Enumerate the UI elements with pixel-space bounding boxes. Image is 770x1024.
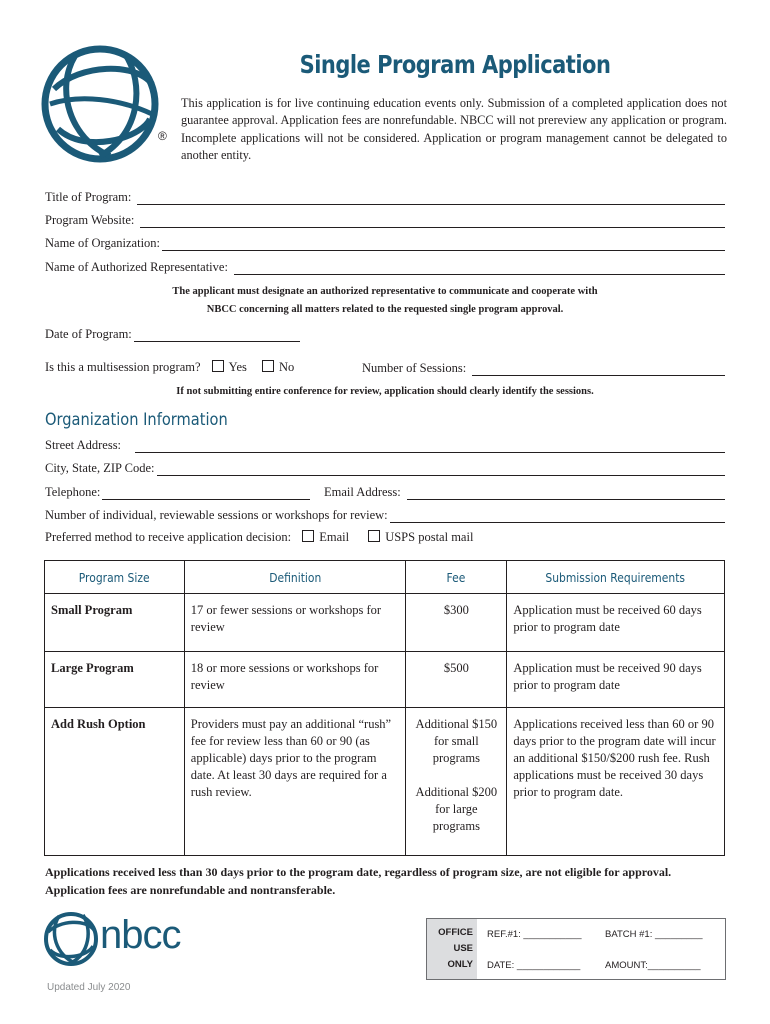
street-field bbox=[45, 437, 725, 453]
street-line[interactable] bbox=[135, 440, 725, 453]
city-line[interactable] bbox=[157, 463, 726, 476]
representative-note-line2: NBCC concerning all matters related to the requested single program approval. bbox=[206, 304, 564, 315]
multisession-question bbox=[45, 360, 294, 375]
sessions-count-label: Number of individual, reviewable sessions or workshops for review: bbox=[45, 508, 388, 522]
email-line[interactable] bbox=[407, 487, 725, 500]
representative-label: Name of Authorized Representative: bbox=[45, 260, 228, 274]
sessions-count-field bbox=[45, 507, 725, 523]
email-option-label: Email bbox=[319, 530, 350, 544]
row-requirement: Applications received less than 60 or 90 days prior to the program date will incur an additional $150/$200 rush fee. Rush applications must be received 30 days prior to program date. bbox=[507, 708, 725, 856]
rush-fee-large: Additional $200 for large programs bbox=[415, 785, 498, 833]
row-size: Small Program bbox=[45, 594, 185, 652]
row-fee bbox=[406, 708, 507, 856]
row-definition: Providers must pay an additional “rush” fee for review less than 60 or 90 (as applicable) days prior to the program date. At least 30 days are required for a rush review. bbox=[184, 708, 406, 856]
fee-table bbox=[44, 560, 725, 856]
header-definition: Definition bbox=[184, 561, 406, 594]
sessions-note: If not submitting entire conference for review, application should clearly identify the sessions. bbox=[176, 386, 594, 397]
nbcc-globe-small-icon bbox=[42, 910, 102, 968]
decision-method-label: Preferred method to receive application decision: bbox=[45, 530, 292, 544]
no-label: No bbox=[279, 360, 295, 374]
program-title-line[interactable] bbox=[137, 192, 725, 205]
representative-line[interactable] bbox=[234, 262, 725, 275]
table-header-row bbox=[45, 561, 725, 594]
decision-method-question bbox=[45, 530, 473, 545]
program-title-field bbox=[45, 189, 725, 205]
table-row bbox=[45, 652, 725, 708]
nbcc-wordmark: nbcc bbox=[100, 913, 181, 957]
sessions-count-line[interactable] bbox=[390, 510, 725, 523]
table-row bbox=[45, 594, 725, 652]
row-size: Large Program bbox=[45, 652, 185, 708]
program-website-field bbox=[45, 212, 725, 228]
organization-section-heading: Organization Information bbox=[45, 410, 228, 430]
row-requirement: Application must be received 90 days prior to program date bbox=[507, 652, 725, 708]
registered-mark: ® bbox=[158, 129, 167, 143]
email-option[interactable] bbox=[302, 530, 349, 544]
program-website-label: Program Website: bbox=[45, 213, 135, 227]
multisession-label: Is this a multisession program? bbox=[45, 360, 201, 374]
telephone-line[interactable] bbox=[102, 487, 310, 500]
representative-note-line1: The applicant must designate an authorized representative to communicate and cooperate with bbox=[172, 286, 598, 297]
telephone-field bbox=[45, 484, 310, 500]
organization-name-label: Name of Organization: bbox=[45, 236, 161, 250]
email-field bbox=[324, 484, 725, 500]
table-row bbox=[45, 708, 725, 856]
row-size: Add Rush Option bbox=[45, 708, 185, 856]
email-label: Email Address: bbox=[324, 485, 401, 499]
header-program-size: Program Size bbox=[45, 561, 185, 594]
header-submission-requirements: Submission Requirements bbox=[507, 561, 725, 594]
city-label: City, State, ZIP Code: bbox=[45, 461, 155, 475]
office-use-label: OFFICE USE ONLY bbox=[427, 919, 477, 979]
nbcc-logo bbox=[42, 910, 217, 970]
street-label: Street Address: bbox=[45, 438, 122, 452]
yes-checkbox[interactable] bbox=[212, 360, 224, 372]
sessions-field bbox=[362, 360, 725, 376]
mail-option-label: USPS postal mail bbox=[385, 530, 474, 544]
office-amount-field: AMOUNT:__________ bbox=[605, 960, 701, 971]
program-date-field bbox=[45, 326, 300, 342]
organization-name-line[interactable] bbox=[162, 238, 725, 251]
multisession-yes-option[interactable] bbox=[212, 360, 247, 374]
sessions-line[interactable] bbox=[472, 363, 725, 376]
office-date-field: DATE: ____________ bbox=[487, 960, 581, 971]
updated-date: Updated July 2020 bbox=[47, 982, 131, 993]
rush-fee-small: Additional $150 for small programs bbox=[415, 717, 498, 765]
row-fee: $500 bbox=[406, 652, 507, 708]
program-title-label: Title of Program: bbox=[45, 190, 132, 204]
sessions-label: Number of Sessions: bbox=[362, 361, 467, 375]
office-batch-field: BATCH #1: _________ bbox=[605, 929, 703, 940]
telephone-label: Telephone: bbox=[45, 485, 101, 499]
intro-paragraph: This application is for live continuing education events only. Submission of a completed application does not guarantee approval. Application fees are nonrefundable. NBCC will not prereview any application or program. Incomplete applications will not be considered. Application or program management cannot be delegated to another entity. bbox=[181, 96, 727, 162]
office-ref-field: REF.#1: ___________ bbox=[487, 929, 582, 940]
representative-note bbox=[45, 283, 725, 319]
row-definition: 18 or more sessions or workshops for review bbox=[184, 652, 406, 708]
city-field bbox=[45, 460, 725, 476]
program-date-label: Date of Program: bbox=[45, 327, 132, 341]
mail-checkbox[interactable] bbox=[368, 530, 380, 542]
office-use-box bbox=[426, 918, 726, 980]
row-definition: 17 or fewer sessions or workshops for review bbox=[184, 594, 406, 652]
email-checkbox[interactable] bbox=[302, 530, 314, 542]
multisession-no-option[interactable] bbox=[262, 360, 294, 374]
program-date-line[interactable] bbox=[134, 329, 300, 342]
nbcc-globe-logo bbox=[40, 44, 172, 168]
bottom-note: Applications received less than 30 days prior to the program date, regardless of program size, are not eligible for approval. Application fees are nonrefundable and nontransferable. bbox=[45, 865, 672, 897]
no-checkbox[interactable] bbox=[262, 360, 274, 372]
program-website-line[interactable] bbox=[140, 215, 725, 228]
header-fee: Fee bbox=[406, 561, 507, 594]
row-requirement: Application must be received 60 days prior to program date bbox=[507, 594, 725, 652]
organization-name-field bbox=[45, 235, 725, 251]
representative-field bbox=[45, 259, 725, 275]
mail-option[interactable] bbox=[368, 530, 473, 544]
page-title: Single Program Application bbox=[299, 50, 611, 79]
row-fee: $300 bbox=[406, 594, 507, 652]
yes-label: Yes bbox=[228, 360, 247, 374]
